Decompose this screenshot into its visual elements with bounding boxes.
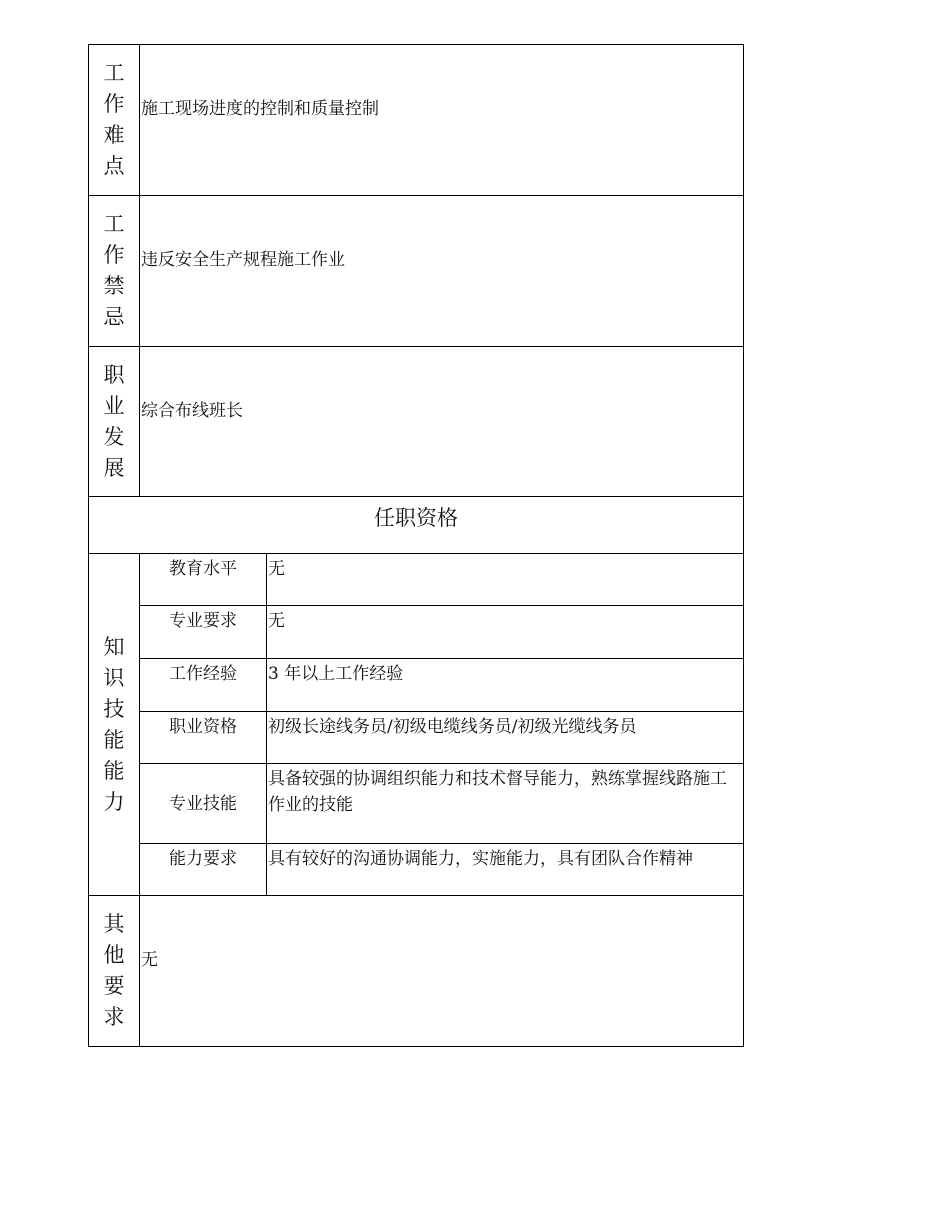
education-level-value: 无 — [267, 554, 744, 606]
table-row — [89, 764, 744, 844]
work-prohibition-content: 违反安全生产规程施工作业 — [140, 196, 744, 347]
row-work-difficulty — [89, 45, 744, 196]
job-requirements-table — [88, 44, 744, 1047]
major-requirement-label: 专业要求 — [140, 606, 267, 659]
job-description-sheet — [88, 44, 743, 1047]
row-work-prohibition — [89, 196, 744, 347]
ability-requirement-value: 具有较好的沟通协调能力，实施能力，具有团队合作精神 — [267, 844, 744, 896]
ability-requirement-label: 能力要求 — [140, 844, 267, 896]
major-requirement-value: 无 — [267, 606, 744, 659]
work-difficulty-label: 工 作 难 点 — [89, 45, 140, 196]
other-requirements-content: 无 — [140, 896, 744, 1047]
career-development-label: 职 业 发 展 — [89, 347, 140, 497]
other-requirements-label: 其 他 要 求 — [89, 896, 140, 1047]
work-prohibition-label: 工 作 禁 忌 — [89, 196, 140, 347]
qualification-title: 任职资格 — [89, 497, 744, 554]
work-experience-label: 工作经验 — [140, 659, 267, 712]
professional-skill-label: 专业技能 — [140, 764, 267, 844]
knowledge-skill-ability-label: 知 识 技 能 能 力 — [89, 554, 140, 896]
table-row — [89, 712, 744, 764]
work-experience-value: 3 年以上工作经验 — [267, 659, 744, 712]
table-row — [89, 554, 744, 606]
table-row — [89, 844, 744, 896]
row-career-development — [89, 347, 744, 497]
table-row — [89, 606, 744, 659]
row-other-requirements — [89, 896, 744, 1047]
table-row — [89, 659, 744, 712]
professional-skill-value: 具备较强的协调组织能力和技术督导能力，熟练掌握线路施工作业的技能 — [267, 764, 744, 844]
career-development-content: 综合布线班长 — [140, 347, 744, 497]
professional-qualification-label: 职业资格 — [140, 712, 267, 764]
education-level-label: 教育水平 — [140, 554, 267, 606]
row-qualification-title — [89, 497, 744, 554]
work-difficulty-content: 施工现场进度的控制和质量控制 — [140, 45, 744, 196]
professional-qualification-value: 初级长途线务员/初级电缆线务员/初级光缆线务员 — [267, 712, 744, 764]
